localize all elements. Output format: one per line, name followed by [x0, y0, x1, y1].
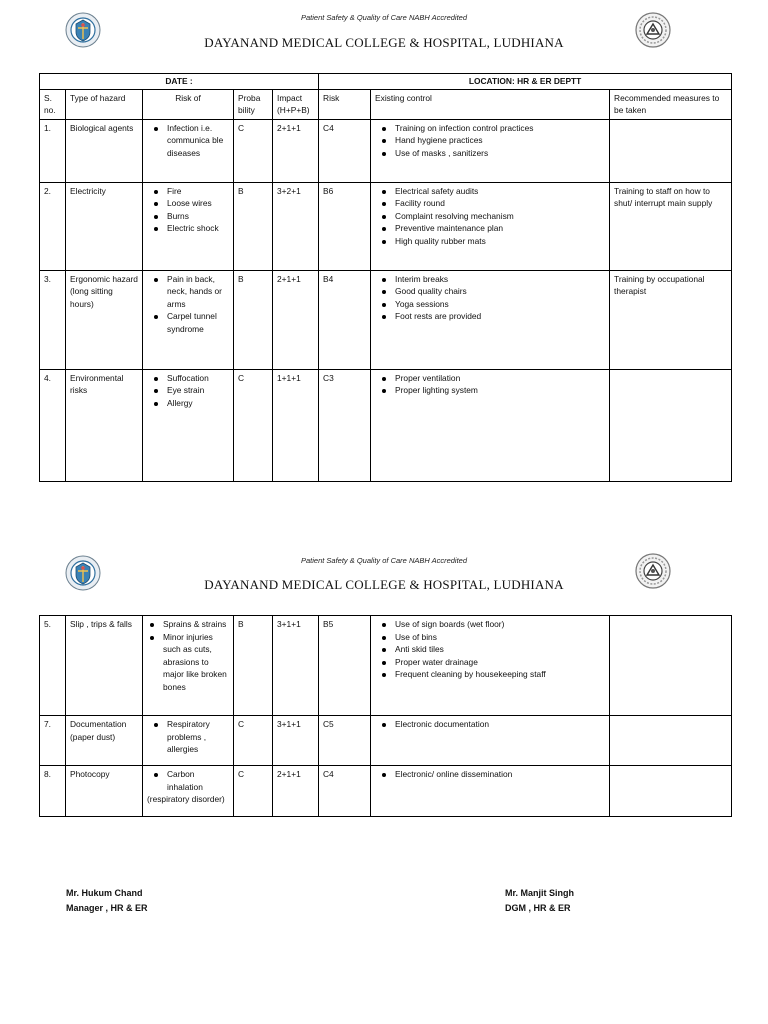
- row-control-list: [371, 182, 610, 270]
- row-hazard-type: Biological agents: [66, 119, 143, 182]
- col-probability: Proba bility: [234, 89, 273, 119]
- table-row: [40, 182, 732, 270]
- list-item: Carpel tunnel syndrome: [167, 310, 229, 335]
- institution-title-2: DAYANAND MEDICAL COLLEGE & HOSPITAL, LUDHIANA: [204, 577, 564, 592]
- row-probability: C: [234, 119, 273, 182]
- col-risk-of: Risk of: [143, 89, 234, 119]
- row-recommended: Training to staff on how to shut/ interrupt main supply: [610, 182, 732, 270]
- list-item: Use of sign boards (wet floor): [395, 618, 605, 631]
- col-risk: Risk: [319, 89, 371, 119]
- row-recommended: [610, 716, 732, 766]
- row-risk: B4: [319, 270, 371, 369]
- row-recommended: [610, 119, 732, 182]
- list-item: Minor injuries such as cuts, abrasions to major like broken bones: [163, 631, 229, 694]
- row-sno: 3.: [40, 270, 66, 369]
- row-hazard-type: Electricity: [66, 182, 143, 270]
- table-row: [40, 369, 732, 481]
- list-item: Preventive maintenance plan: [395, 222, 605, 235]
- list-item: Facility round: [395, 197, 605, 210]
- row-control-list: [371, 369, 610, 481]
- table-row: [40, 766, 732, 817]
- row-risk: C3: [319, 369, 371, 481]
- list-item: Infection i.e. communica ble diseases: [167, 122, 229, 160]
- row-risk-list: [143, 766, 234, 817]
- row-recommended: [610, 369, 732, 481]
- list-item: Proper ventilation: [395, 372, 605, 385]
- row-probability: B: [234, 616, 273, 716]
- list-item: Electric shock: [167, 222, 229, 235]
- list-item: Complaint resolving mechanism: [395, 210, 605, 223]
- row-sno: 1.: [40, 119, 66, 182]
- list-item: Electrical safety audits: [395, 185, 605, 198]
- row-risk: C4: [319, 119, 371, 182]
- institution-title: DAYANAND MEDICAL COLLEGE & HOSPITAL, LUDHIANA: [204, 35, 564, 50]
- list-item: Burns: [167, 210, 229, 223]
- row-hazard-type: Slip , trips & falls: [66, 616, 143, 716]
- row-risk-list: [143, 369, 234, 481]
- row-risk: C4: [319, 766, 371, 817]
- list-item: High quality rubber mats: [395, 235, 605, 248]
- location-label: LOCATION: HR & ER DEPTT: [319, 74, 732, 90]
- list-item: Interim breaks: [395, 273, 605, 286]
- risk-note: (respiratory disorder): [147, 794, 225, 804]
- list-item: Suffocation: [167, 372, 229, 385]
- accreditation-line: Patient Safety & Quality of Care NABH Accredited: [300, 13, 468, 22]
- row-control-list: [371, 119, 610, 182]
- row-recommended: [610, 616, 732, 716]
- row-control-list: [371, 716, 610, 766]
- signatory-name: Mr. Manjit Singh: [505, 888, 574, 898]
- row-sno: 2.: [40, 182, 66, 270]
- row-risk-list: [143, 616, 234, 716]
- row-hazard-type: Documentation (paper dust): [66, 716, 143, 766]
- list-item: Anti skid tiles: [395, 643, 605, 656]
- row-recommended: [610, 766, 732, 817]
- list-item: Proper lighting system: [395, 384, 605, 397]
- list-item: Carbon inhalation: [167, 768, 229, 793]
- row-control-list: [371, 766, 610, 817]
- row-impact: 2+1+1: [273, 766, 319, 817]
- list-item: Good quality chairs: [395, 285, 605, 298]
- row-risk: B6: [319, 182, 371, 270]
- list-item: Use of bins: [395, 631, 605, 644]
- accreditation-line-2: Patient Safety & Quality of Care NABH Accredited: [300, 556, 468, 565]
- col-recommended: Recommended measures to be taken: [610, 89, 732, 119]
- signatory-title: DGM , HR & ER: [505, 903, 571, 913]
- list-item: Eye strain: [167, 384, 229, 397]
- row-risk-list: [143, 119, 234, 182]
- col-existing-control: Existing control: [371, 89, 610, 119]
- list-item: Yoga sessions: [395, 298, 605, 311]
- row-impact: 1+1+1: [273, 369, 319, 481]
- column-header-row: [40, 89, 732, 119]
- row-sno: 7.: [40, 716, 66, 766]
- row-impact: 3+1+1: [273, 616, 319, 716]
- row-hazard-type: Environmental risks: [66, 369, 143, 481]
- row-sno: 4.: [40, 369, 66, 481]
- list-item: Training on infection control practices: [395, 122, 605, 135]
- row-risk: C5: [319, 716, 371, 766]
- col-type: Type of hazard: [66, 89, 143, 119]
- table-row: [40, 119, 732, 182]
- list-item: Allergy: [167, 397, 229, 410]
- row-impact: 2+1+1: [273, 119, 319, 182]
- list-item: Electronic documentation: [395, 718, 605, 731]
- date-label: DATE :: [40, 74, 319, 90]
- row-control-list: [371, 616, 610, 716]
- row-control-list: [371, 270, 610, 369]
- row-impact: 3+2+1: [273, 182, 319, 270]
- row-risk-list: [143, 182, 234, 270]
- row-impact: 3+1+1: [273, 716, 319, 766]
- list-item: Loose wires: [167, 197, 229, 210]
- risk-register-table: [39, 73, 732, 482]
- row-sno: 5.: [40, 616, 66, 716]
- list-item: Electronic/ online dissemination: [395, 768, 605, 781]
- table-row: [40, 270, 732, 369]
- risk-register-table-continued: [39, 615, 732, 817]
- list-item: Frequent cleaning by housekeeping staff: [395, 668, 605, 681]
- list-item: Use of masks , sanitizers: [395, 147, 605, 160]
- list-item: Proper water drainage: [395, 656, 605, 669]
- signatory-name: Mr. Hukum Chand: [66, 888, 143, 898]
- row-risk: B5: [319, 616, 371, 716]
- row-hazard-type: Photocopy: [66, 766, 143, 817]
- col-sno: S. no.: [40, 89, 66, 119]
- row-risk-list: [143, 716, 234, 766]
- row-probability: B: [234, 182, 273, 270]
- table-row: [40, 716, 732, 766]
- row-probability: B: [234, 270, 273, 369]
- row-impact: 2+1+1: [273, 270, 319, 369]
- row-hazard-type: Ergonomic hazard (long sitting hours): [66, 270, 143, 369]
- list-item: Pain in back, neck, hands or arms: [167, 273, 229, 311]
- row-probability: C: [234, 716, 273, 766]
- signatory-title: Manager , HR & ER: [66, 903, 148, 913]
- row-recommended: Training by occupational therapist: [610, 270, 732, 369]
- table-row: [40, 616, 732, 716]
- list-item: Respiratory problems , allergies: [167, 718, 229, 756]
- row-probability: C: [234, 766, 273, 817]
- row-probability: C: [234, 369, 273, 481]
- list-item: Sprains & strains: [163, 618, 229, 631]
- row-risk-list: [143, 270, 234, 369]
- list-item: Foot rests are provided: [395, 310, 605, 323]
- signature-left: [66, 886, 148, 916]
- signature-right: [505, 886, 574, 916]
- list-item: Fire: [167, 185, 229, 198]
- col-impact: Impact (H+P+B): [273, 89, 319, 119]
- list-item: Hand hygiene practices: [395, 134, 605, 147]
- row-sno: 8.: [40, 766, 66, 817]
